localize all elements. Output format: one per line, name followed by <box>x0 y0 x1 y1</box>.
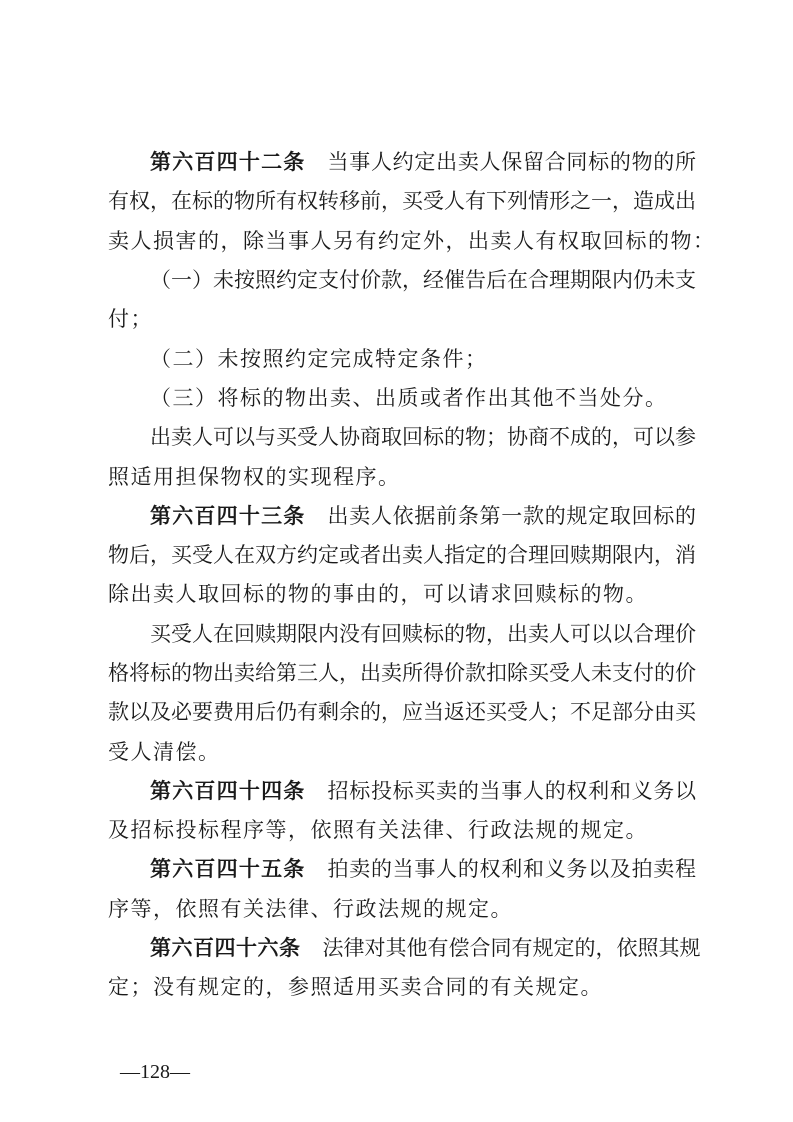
article-643-para-2-line-4: 受人清偿。 <box>108 740 221 764</box>
article-646-line-2: 定；没有规定的，参照适用买卖合同的有关规定。 <box>108 975 603 999</box>
article-642-para-2-line-1: 出卖人可以与买受人协商取回标的物；协商不成的，可以参 <box>150 425 696 449</box>
article-642-line-1 <box>150 148 696 176</box>
article-642-item-2: （二）未按照约定完成特定条件； <box>150 347 488 371</box>
article-644-line-2: 及招标投标程序等，依照有关法律、行政法规的规定。 <box>108 818 648 842</box>
article-643-line-3: 除出卖人取回标的物的事由的，可以请求回赎标的物。 <box>108 582 648 606</box>
article-645-text-1: 拍卖的当事人的权利和义务以及拍卖程 <box>327 857 697 881</box>
article-645-heading: 第六百四十五条 <box>150 857 306 881</box>
article-642-item-1-line-1: （一）未按照约定支付价款，经催告后在合理期限内仍未支 <box>150 268 696 292</box>
article-646-heading: 第六百四十六条 <box>150 936 301 960</box>
article-646-line-1 <box>150 934 701 962</box>
article-643-para-2-line-3: 款以及必要费用后仍有剩余的，应当返还买受人；不足部分由买 <box>108 700 696 724</box>
article-644-text-1: 招标投标买卖的当事人的权利和义务以 <box>327 779 697 803</box>
article-642-heading: 第六百四十二条 <box>150 150 306 174</box>
article-644-heading: 第六百四十四条 <box>150 779 306 803</box>
article-643-heading: 第六百四十三条 <box>150 504 306 528</box>
article-645-line-2: 序等，依照有关法律、行政法规的规定。 <box>108 897 513 921</box>
article-642-line-2: 有权，在标的物所有权转移前，买受人有下列情形之一，造成出 <box>108 189 696 213</box>
article-642-line-3: 卖人损害的，除当事人另有约定外，出卖人有权取回标的物： <box>108 229 716 253</box>
article-643-line-2: 物后，买受人在双方约定或者出卖人指定的合理回赎期限内，消 <box>108 543 696 567</box>
article-642-text-1: 当事人约定出卖人保留合同标的物的所 <box>327 150 697 174</box>
article-642-item-3: （三）将标的物出卖、出质或者作出其他不当处分。 <box>150 386 668 410</box>
article-643-para-2-line-2: 格将标的物出卖给第三人，出卖所得价款扣除买受人未支付的价 <box>108 661 696 685</box>
article-642-para-2-line-2: 照适用担保物权的实现程序。 <box>108 465 401 489</box>
page-number: —128— <box>120 1061 190 1083</box>
article-643-para-2-line-1: 买受人在回赎期限内没有回赎标的物，出卖人可以以合理价 <box>150 622 696 646</box>
article-645-line-1 <box>150 855 696 883</box>
article-643-line-1 <box>150 502 696 530</box>
article-643-text-1: 出卖人依据前条第一款的规定取回标的 <box>327 504 697 528</box>
article-642-item-1-line-2: 付； <box>108 307 153 331</box>
article-644-line-1 <box>150 777 696 805</box>
article-646-text-1: 法律对其他有偿合同有规定的，依照其规 <box>322 936 701 960</box>
